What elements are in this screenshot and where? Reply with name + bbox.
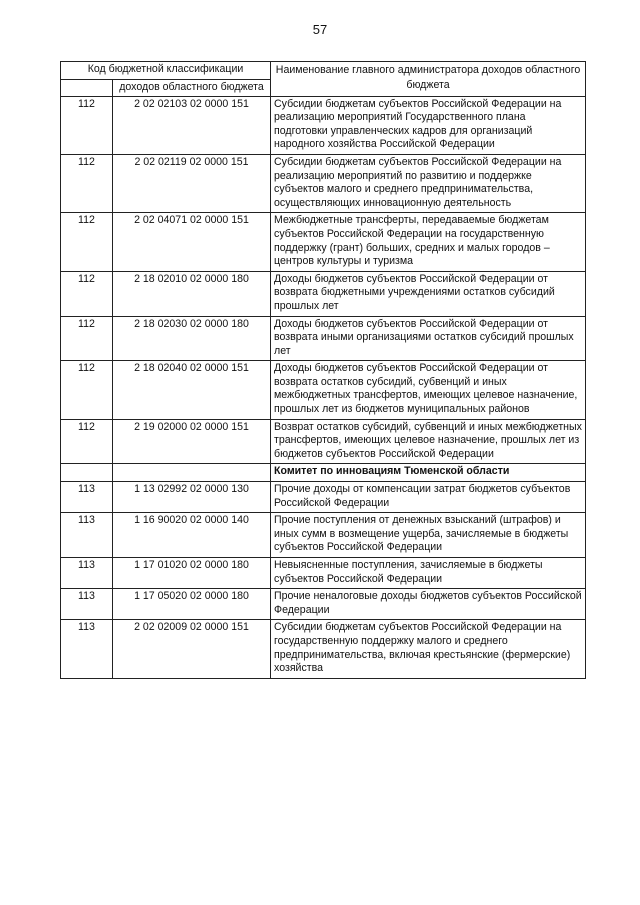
income-code-cell: 2 18 02010 02 0000 180: [113, 271, 271, 316]
description-cell: Межбюджетные трансферты, передаваемые бюджетам субъектов Российской Федерации на государственную поддержку (грант) больших, средних и малых городов – центров культуры и туризма: [271, 213, 586, 271]
description-cell: Доходы бюджетов субъектов Российской Федерации от возврата иными организациями остатков субсидий прошлых лет: [271, 316, 586, 361]
income-code-cell: 2 02 02103 02 0000 151: [113, 96, 271, 154]
table-body: [61, 96, 586, 678]
table-row: [61, 419, 586, 464]
income-code-cell: 1 17 01020 02 0000 180: [113, 558, 271, 589]
section-row: [61, 464, 586, 482]
description-cell: Прочие доходы от компенсации затрат бюджетов субъектов Российской Федерации: [271, 482, 586, 513]
table-row: [61, 513, 586, 558]
description-cell: Доходы бюджетов субъектов Российской Федерации от возврата остатков субсидий, субвенций и иных межбюджетных трансфертов, имеющих целевое назначение, прошлых лет из бюджетов муниципальных районов: [271, 361, 586, 419]
description-cell: Невыясненные поступления, зачисляемые в бюджеты субъектов Российской Федерации: [271, 558, 586, 589]
admin-code-cell: [61, 464, 113, 482]
income-code-cell: 2 18 02040 02 0000 151: [113, 361, 271, 419]
table-row: [61, 589, 586, 620]
table-row: [61, 316, 586, 361]
description-cell: Прочие поступления от денежных взысканий (штрафов) и иных сумм в возмещение ущерба, зачисляемые в бюджеты субъектов Российской Федерации: [271, 513, 586, 558]
income-code-cell: 1 13 02992 02 0000 130: [113, 482, 271, 513]
admin-code-cell: 113: [61, 558, 113, 589]
table-row: [61, 271, 586, 316]
income-code-cell: 1 16 90020 02 0000 140: [113, 513, 271, 558]
admin-code-cell: 112: [61, 361, 113, 419]
admin-code-cell: 112: [61, 271, 113, 316]
table-row: [61, 213, 586, 271]
table-row: [61, 154, 586, 212]
description-cell: Доходы бюджетов субъектов Российской Федерации от возврата бюджетными учреждениями остатков субсидий прошлых лет: [271, 271, 586, 316]
budget-classification-table: [60, 61, 586, 679]
table-row: [61, 482, 586, 513]
description-cell: Комитет по инновациям Тюменской области: [271, 464, 586, 482]
income-code-cell: 2 18 02030 02 0000 180: [113, 316, 271, 361]
header-admin-empty: [61, 79, 113, 96]
income-code-cell: [113, 464, 271, 482]
header-regional-income: доходов областного бюджета: [113, 79, 271, 96]
income-code-cell: 1 17 05020 02 0000 180: [113, 589, 271, 620]
admin-code-cell: 113: [61, 482, 113, 513]
table-row: [61, 361, 586, 419]
admin-code-cell: 112: [61, 213, 113, 271]
income-code-cell: 2 02 02009 02 0000 151: [113, 620, 271, 678]
admin-code-cell: 112: [61, 154, 113, 212]
income-code-cell: 2 02 04071 02 0000 151: [113, 213, 271, 271]
table-row: [61, 558, 586, 589]
table-row: [61, 620, 586, 678]
header-classification-code: Код бюджетной классификации: [61, 62, 271, 80]
admin-code-cell: 112: [61, 419, 113, 464]
income-code-cell: 2 02 02119 02 0000 151: [113, 154, 271, 212]
description-cell: Субсидии бюджетам субъектов Российской Федерации на реализацию мероприятий по развитию и поддержке субъектов малого и среднего предпринимательства, осуществляющих инновационную деятельность: [271, 154, 586, 212]
admin-code-cell: 113: [61, 513, 113, 558]
admin-code-cell: 113: [61, 589, 113, 620]
page-number: 57: [312, 22, 328, 37]
admin-code-cell: 112: [61, 316, 113, 361]
description-cell: Прочие неналоговые доходы бюджетов субъектов Российской Федерации: [271, 589, 586, 620]
admin-code-cell: 113: [61, 620, 113, 678]
description-cell: Возврат остатков субсидий, субвенций и иных межбюджетных трансфертов, имеющих целевое назначение, прошлых лет из бюджетов субъектов Российской Федерации: [271, 419, 586, 464]
header-administrator-name: Наименование главного администратора доходов областного бюджета: [271, 62, 586, 97]
description-cell: Субсидии бюджетам субъектов Российской Федерации на государственную поддержку малого и среднего предпринимательства, включая крестьянские (фермерские) хозяйства: [271, 620, 586, 678]
admin-code-cell: 112: [61, 96, 113, 154]
income-code-cell: 2 19 02000 02 0000 151: [113, 419, 271, 464]
description-cell: Субсидии бюджетам субъектов Российской Федерации на реализацию мероприятий Государственного плана подготовки управленческих кадров для организаций народного хозяйства Российской Федерации: [271, 96, 586, 154]
table-row: [61, 96, 586, 154]
